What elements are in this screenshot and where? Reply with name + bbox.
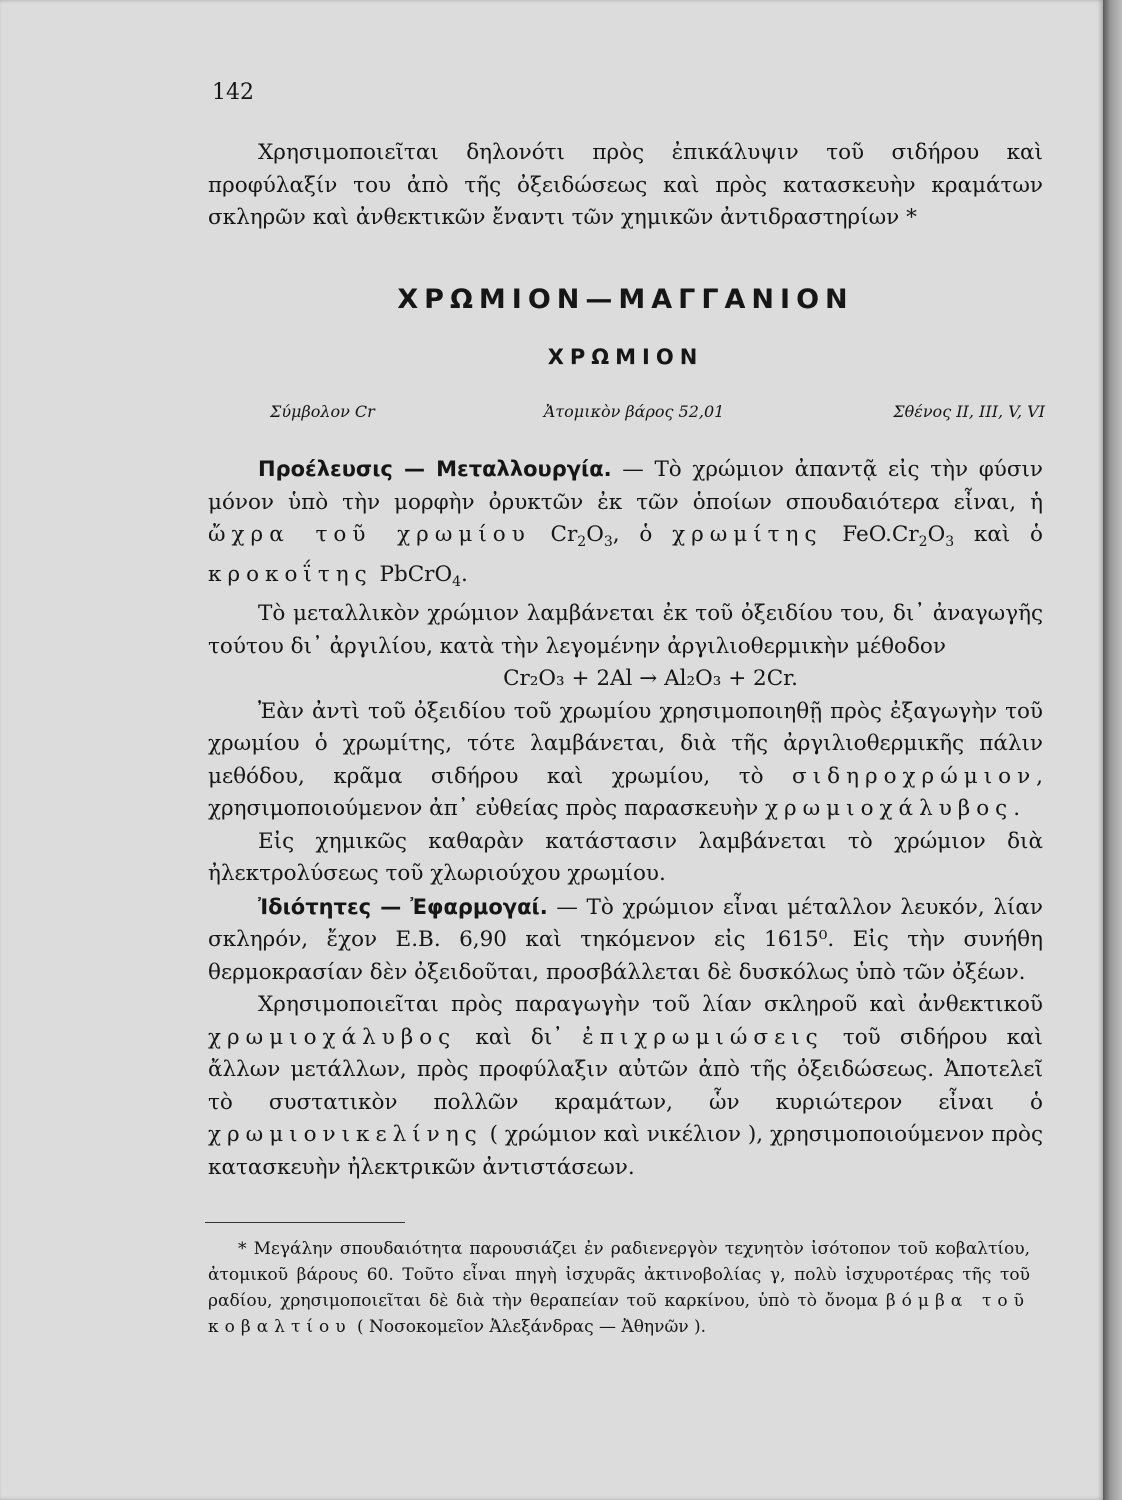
- element-symbol: Σύμβολον Cr: [270, 402, 375, 421]
- footnote-text: * Μεγάλην σπουδαιότητα παρουσιάζει ἐν ραδιενεργὸν τεχνητὸν ἰσότοπον τοῦ κοβαλτίου, ἀτομικοῦ βάρους 60. Τοῦτο εἶναι πηγὴ ἰσχυρᾶς ἀκτινοβολίας γ, πολὺ ἰσχυροτέρας τῆς τοῦ ραδίου, χρησιμοποιεῖται δὲ διὰ τὴν θεραπείαν τοῦ καρκίνου, ὑπὸ τὸ ὄνομα βόμβα τοῦ κοβαλτίου ( Νοσοκομεῖον Ἀλεξάνδρας — Ἀθηνῶν ).: [208, 1239, 1030, 1337]
- term-chromiochalyvos: χρωμιοχάλυβος: [764, 796, 1014, 821]
- term-krokoitis: κροκοΐτης: [208, 561, 373, 587]
- element-properties: [270, 402, 1045, 421]
- term-ochra: ὤχρα τοῦ χρωμίου: [208, 522, 531, 547]
- term-cobalt-bomb: βόμβα τοῦ κοβαλτίου: [208, 1291, 1030, 1337]
- properties-paragraph: Ἰδιότητες — Ἐφαρμογαί. — Τὸ χρώμιον εἶναι μέταλλον λευκόν, λίαν σκληρόν, ἔχον Ε.Β. 6,90 καὶ τηκόμενον εἰς 1615⁰. Εἰς τὴν συνήθη θερμοκρασίαν δὲν ὀξειδοῦται, προσβάλλεται δὲ δυσκόλως ὑπὸ τῶν ὀξέων.: [208, 894, 1044, 985]
- chapter-title: ΧΡΩΜΙΟΝ—ΜΑΓΓΑΝΙΟΝ: [397, 284, 854, 315]
- atomic-weight: Ἀτομικὸν βάρος 52,01: [543, 402, 725, 421]
- intro-paragraph: [208, 137, 1043, 235]
- metal-paragraph: Τὸ μεταλλικὸν χρώμιον λαμβάνεται ἐκ τοῦ ὀξειδίου του, δι᾿ ἀναγωγῆς τούτου δι᾿ ἀργιλίου, κατὰ τὴν λεγομένην ἀργιλιοθερμικὴν μέθοδον: [208, 601, 1043, 659]
- term-chromitis: χρωμίτης: [672, 522, 823, 547]
- term-sidirochromion: σιδηροχρώμιον: [792, 763, 1037, 789]
- page-edge: [1103, 0, 1122, 1500]
- body-text: [208, 453, 1043, 1184]
- electrolysis-paragraph: Εἰς χημικῶς καθαρὰν κατάστασιν λαμβάνεται τὸ χρώμιον διὰ ἠλεκτρολύσεως τοῦ χλωριούχου χρωμίου.: [208, 828, 1043, 886]
- term-chromionikelinis: χρωμιονικελίνης: [208, 1122, 483, 1147]
- intro-text: Χρησιμοποιεῖται δηλονότι πρὸς ἐπικάλυψιν τοῦ σιδήρου καὶ προφύλαξίν του ἀπὸ τῆς ὀξειδώσεως καὶ πρὸς κατασκευὴν κραμάτων σκληρῶν καὶ ἀνθεκτικῶν ἔναντι τῶν χημικῶν ἀντιδραστηρίων *: [208, 140, 1043, 230]
- formula-pbcro4: PbCrO$_4$: [379, 561, 462, 590]
- term-epichromioseis: ἐπιχρωμιώσεις: [582, 1024, 824, 1050]
- section-title: ΧΡΩΜΙΟΝ: [547, 345, 704, 369]
- uses-paragraph: Χρησιμοποιεῖται πρὸς παραγωγὴν τοῦ λίαν σκληροῦ καὶ ἀνθεκτικοῦ χρωμιοχάλυβος καὶ δι᾿ ἐπιχρωμιώσεις τοῦ σιδήρου καὶ ἄλλων μετάλλων, πρὸς προφύλαξιν αὐτῶν ἀπὸ τῆς ὀξειδώσεως. Ἀποτελεῖ τὸ συστατικὸν πολλῶν κραμάτων, ὧν κυριώτερον εἶναι ὁ χρωμιονικελίνης ( χρώμιον καὶ νικέλιον ), χρησιμοποιούμενον πρὸς κατασκευὴν ἠλεκτρικῶν ἀντιστάσεων.: [208, 992, 1043, 1180]
- term-chromiochalyvos-2: χρωμιοχάλυβος: [208, 1024, 457, 1050]
- ferrochrome-paragraph: Ἐὰν ἀντὶ τοῦ ὀξειδίου τοῦ χρωμίου χρησιμοποιηθῇ πρὸς ἐξαγωγὴν τοῦ χρωμίου ὁ χρωμίτης, τότε λαμβάνεται, διὰ τῆς ἀργιλιοθερμικῆς πάλιν μεθόδου, κρᾶμα σιδήρου καὶ χρωμίου, τὸ σιδηροχρώμιον, χρησιμοποιούμενον ἀπ᾿ εὐθείας πρὸς παρασκευὴν χρωμιοχάλυβος.: [208, 698, 1043, 821]
- origin-paragraph: Προέλευσις — Μεταλλουργία. — Τὸ χρώμιον ἀπαντᾷ εἰς τὴν φύσιν μόνον ὑπὸ τὴν μορφὴν ὀρυκτῶν ἐκ τῶν ὁποίων σπουδαιότερα εἶναι, ἡ ὤχρα τοῦ χρωμίου $Cr_2O_3$, ὁ χρωμίτης $FeO.Cr_2O_3$ καὶ ὁ κροκοΐτης PbCrO$_4$.: [208, 457, 1043, 590]
- footnote-divider: [205, 1222, 405, 1223]
- properties-heading: Ἰδιότητες — Ἐφαρμογαί.: [258, 894, 548, 919]
- valence: Σθένος II, III, V, VI: [893, 402, 1045, 421]
- page-number: 142: [212, 80, 254, 105]
- origin-heading: Προέλευσις — Μεταλλουργία.: [258, 457, 612, 481]
- reaction-equation: Cr₂O₃ + 2Al → Al₂O₃ + 2Cr.: [503, 666, 798, 691]
- footnote: [208, 1236, 1030, 1340]
- formula-cr2o3: $Cr_2O_3$: [550, 522, 613, 550]
- formula-feo-cr2o3: $FeO.Cr_2O_3$: [842, 522, 955, 550]
